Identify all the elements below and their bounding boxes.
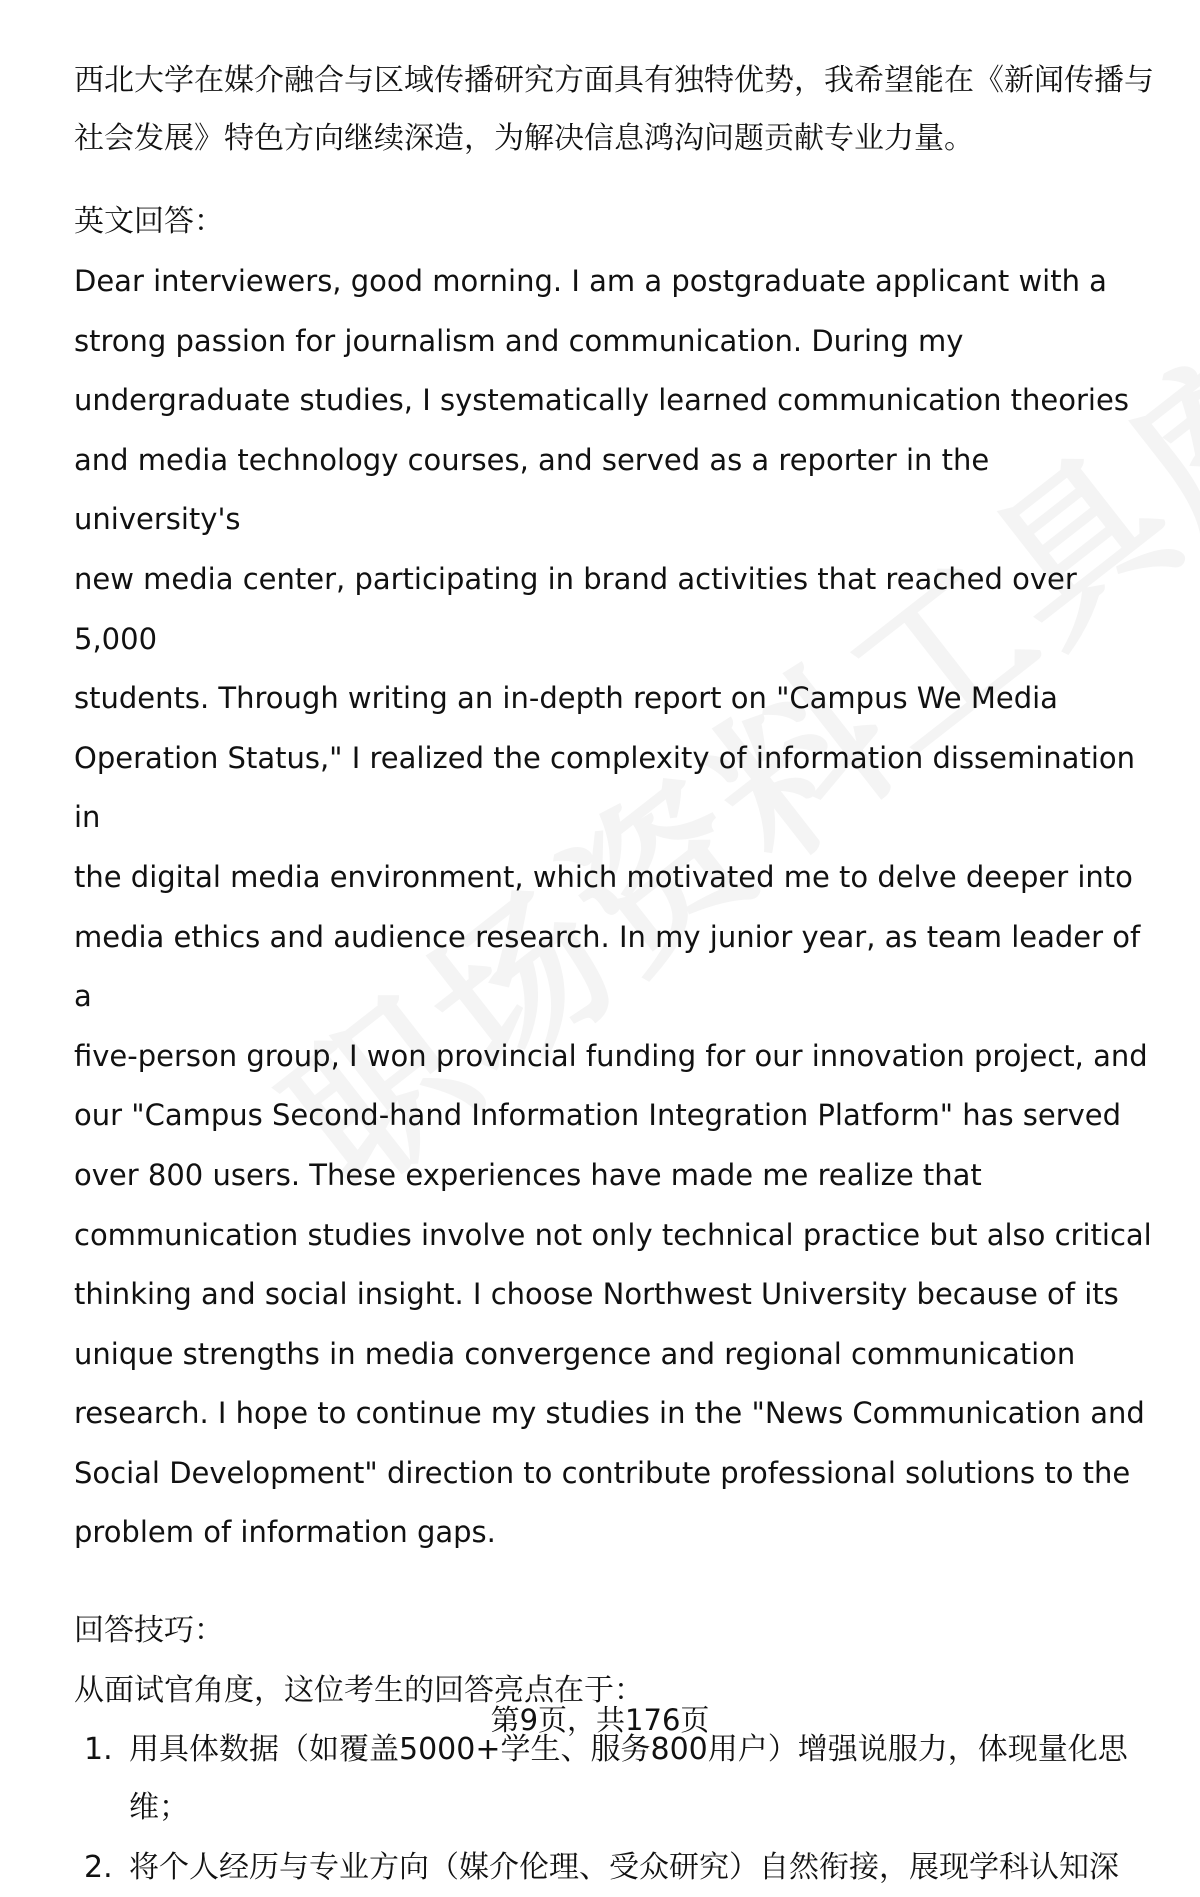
answer-line: problem of information gaps. (74, 1515, 496, 1550)
tips-intro: 从面试官角度，这位考生的回答亮点在于： (74, 1673, 644, 1709)
tips-label: 回答技巧： (74, 1613, 224, 1649)
zh-intro-line: 社会发展》特色方向继续深造，为解决信息鸿沟问题贡献专业力量。 (74, 121, 974, 156)
answer-line: thinking and social insight. I choose Northwest University because of its (74, 1277, 1119, 1312)
answer-line: Social Development" direction to contribute professional solutions to the (74, 1455, 1131, 1490)
list-item-text: 将个人经历与专业方向（媒介伦理、受众研究）自然衔接，展现学科认知深 (129, 1850, 1119, 1886)
list-item (74, 1839, 1154, 1897)
answer-line: students. Through writing an in-depth report on "Campus We Media (74, 681, 1058, 716)
answer-line: new media center, participating in brand activities that reached over 5,000 (74, 561, 1077, 656)
list-item-text: 用具体数据（如覆盖5000+学生、服务800用户）增强说服力，体现量化思 (129, 1732, 1128, 1768)
answer-line: communication studies involve not only technical practice but also critical (74, 1217, 1152, 1252)
answer-line: Dear interviewers, good morning. I am a postgraduate applicant with a (74, 264, 1107, 298)
answer-line: unique strengths in media convergence and regional communication (74, 1336, 1076, 1371)
english-answer-label: 英文回答： (74, 204, 224, 239)
answer-line: Operation Status," I realized the complexity of information dissemination in (74, 740, 1136, 835)
answer-line: the digital media environment, which motivated me to delve deeper into (74, 859, 1133, 894)
english-answer-paragraph (74, 252, 1154, 1563)
page-number-footer: 第9页，共176页 (490, 1703, 710, 1737)
list-item-text: 维； (129, 1790, 189, 1826)
list-item-number: 1. (84, 1732, 113, 1768)
answer-line: five-person group, I won provincial funding for our innovation project, and (74, 1038, 1148, 1073)
answer-line: strong passion for journalism and communication. During my (74, 323, 964, 358)
zh-intro-paragraph (74, 52, 1154, 168)
list-item-number: 2. (84, 1850, 113, 1886)
answer-line: undergraduate studies, I systematically learned communication theories (74, 383, 1129, 418)
answer-line: research. I hope to continue my studies in the "News Communication and (74, 1396, 1145, 1431)
answer-line: over 800 users. These experiences have made me realize that (74, 1157, 982, 1192)
zh-intro-line: 西北大学在媒介融合与区域传播研究方面具有独特优势，我希望能在《新闻传播与 (74, 63, 1154, 98)
answer-line: media ethics and audience research. In my junior year, as team leader of a (74, 919, 1141, 1014)
answer-line: our "Campus Second-hand Information Integration Platform" has served (74, 1098, 1122, 1133)
answer-line: and media technology courses, and served as a reporter in the university's (74, 442, 990, 537)
document-page (74, 52, 1154, 1897)
tips-list (74, 1721, 1154, 1897)
